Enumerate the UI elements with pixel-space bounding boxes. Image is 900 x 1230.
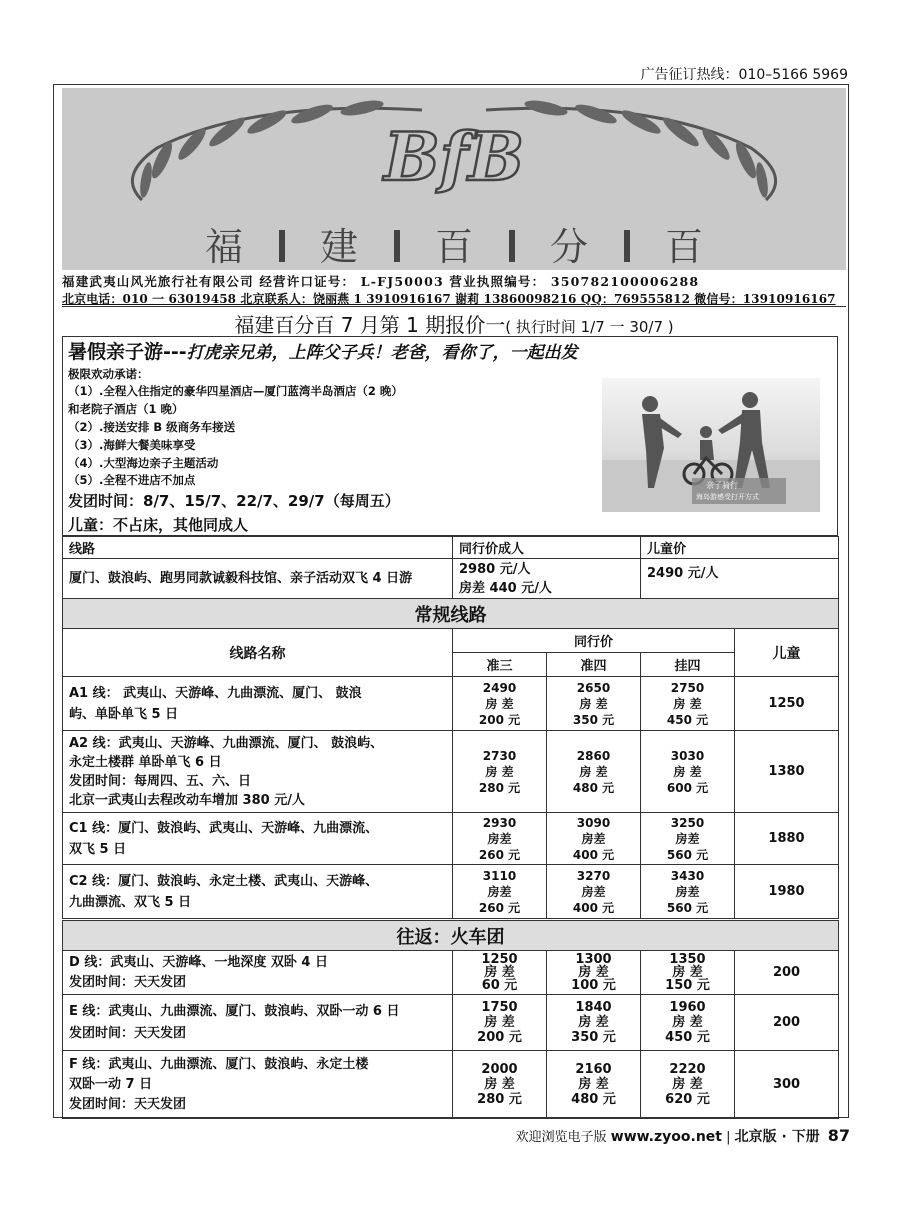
route-line: E 线：武夷山、九曲漂流、厦门、鼓浪屿、双卧一动 6 日 xyxy=(69,1003,400,1019)
photo-caption: 海岛游感受打开方式 xyxy=(696,493,759,501)
room-diff: 450 元 xyxy=(665,1030,710,1045)
route-line: C1 线：厦门、鼓浪屿、武夷山、天游峰、九曲漂流、 xyxy=(69,820,379,836)
route-cell xyxy=(63,1051,453,1119)
route-cell xyxy=(63,951,453,995)
promo-child-policy: 儿童：不占床，其他同成人 xyxy=(68,516,249,534)
price-cell xyxy=(453,865,547,919)
table-row xyxy=(63,677,839,731)
edition-label: 北京版 · 下册 xyxy=(734,1129,820,1145)
room-diff: 200 元 xyxy=(477,1030,522,1045)
table-row xyxy=(63,1051,839,1119)
price-cell xyxy=(547,1051,641,1119)
room-diff: 400 元 xyxy=(572,900,615,915)
room-diff: 450 元 xyxy=(666,712,709,727)
room-diff-label: 房 差 xyxy=(672,1015,703,1030)
promise-label: 极限欢动承诺： xyxy=(68,367,149,381)
logo-mark: BfB xyxy=(384,118,524,196)
room-diff: 260 元 xyxy=(478,900,521,915)
col-header: 线路名称 xyxy=(63,629,453,677)
footer-welcome: 欢迎浏览电子版 xyxy=(515,1130,607,1145)
room-diff: 480 元 xyxy=(571,1092,616,1107)
room-diff: 350 元 xyxy=(572,712,615,727)
route-line: C2 线：厦门、鼓浪屿、永定土楼、武夷山、天游峰、 xyxy=(69,873,379,889)
col-header: 挂四 xyxy=(641,653,735,677)
route-cell xyxy=(63,677,453,731)
route-line: 发团时间：天天发团 xyxy=(69,1025,187,1041)
col-header: 准四 xyxy=(547,653,641,677)
room-diff-label: 房 差 xyxy=(484,965,515,980)
child-price: 2490 元/人 xyxy=(641,559,839,599)
promo-title: 暑假亲子游--- xyxy=(68,341,187,363)
price-cell xyxy=(547,995,641,1051)
room-diff-label: 房差 xyxy=(487,831,512,846)
ad-hotline: 广告征订热线：010–5166 5969 xyxy=(640,67,848,83)
train-routes-table xyxy=(62,920,839,1119)
logo-char: 百 xyxy=(664,225,704,269)
price: 3430 xyxy=(670,868,705,883)
price-cell xyxy=(547,951,641,995)
adult-room-diff: 房差 440 元/人 xyxy=(459,580,552,596)
price-cell xyxy=(641,1051,735,1119)
route-cell xyxy=(63,865,453,919)
room-diff: 560 元 xyxy=(666,847,709,862)
col-header: 同行价 xyxy=(453,629,735,653)
col-header: 线路 xyxy=(63,537,453,559)
price: 2730 xyxy=(482,748,517,763)
price: 1750 xyxy=(481,1000,518,1015)
table-row xyxy=(63,559,839,599)
room-diff: 200 元 xyxy=(478,712,521,727)
promo-depart-dates: 发团时间：8/7、15/7、22/7、29/7（每周五） xyxy=(68,492,400,510)
price-cell xyxy=(641,951,735,995)
promise-item: （2）.接送安排 B 级商务车接送 xyxy=(68,420,236,434)
price-cell xyxy=(641,813,735,865)
room-diff-label: 房差 xyxy=(581,884,606,899)
table-row xyxy=(63,995,839,1051)
logo-char: 福 xyxy=(204,225,244,269)
route-line: 屿、单卧单飞 5 日 xyxy=(69,706,179,722)
room-diff-label: 房差 xyxy=(675,831,700,846)
room-diff-label: 房 差 xyxy=(672,1077,703,1092)
route-line: D 线：武夷山、天游峰、一地深度 双卧 4 日 xyxy=(69,954,328,970)
price-cell xyxy=(547,731,641,813)
route-line: A1 线： 武夷山、天游峰、九曲漂流、厦门、 鼓浪 xyxy=(69,685,362,701)
promise-item: （5）.全程不进店不加点 xyxy=(68,473,196,487)
price: 2490 xyxy=(482,680,517,695)
section-title: 往返：火车团 xyxy=(63,921,839,951)
route-line: 发团时间：天天发团 xyxy=(69,974,187,990)
route-cell xyxy=(63,995,453,1051)
table-row xyxy=(63,951,839,995)
room-diff: 400 元 xyxy=(572,847,615,862)
price-cell xyxy=(453,1051,547,1119)
price: 2650 xyxy=(576,680,611,695)
price-cell xyxy=(641,995,735,1051)
room-diff-label: 房 差 xyxy=(485,696,514,711)
price-cell xyxy=(547,865,641,919)
room-diff-label: 房 差 xyxy=(484,1077,515,1092)
col-header: 儿童 xyxy=(735,629,839,677)
col-header: 同行价成人 xyxy=(453,537,641,559)
table-header-row xyxy=(63,629,839,653)
room-diff: 620 元 xyxy=(665,1092,710,1107)
room-diff: 150 元 xyxy=(665,978,710,993)
room-diff: 600 元 xyxy=(666,780,709,795)
logo-char: 百 xyxy=(434,225,474,269)
table-row xyxy=(63,813,839,865)
price-cell xyxy=(547,813,641,865)
route-line: 发团时间：天天发团 xyxy=(69,1096,187,1112)
route-line: 双卧一动 7 日 xyxy=(69,1076,153,1092)
room-diff-label: 房 差 xyxy=(578,965,609,980)
price-cell xyxy=(641,677,735,731)
room-diff-label: 房 差 xyxy=(673,764,702,779)
route-line: 九曲漂流、双飞 5 日 xyxy=(69,894,192,910)
price: 2000 xyxy=(481,1062,518,1077)
room-diff-label: 房差 xyxy=(581,831,606,846)
page-number: 87 xyxy=(827,1126,850,1145)
room-diff: 60 元 xyxy=(481,978,518,993)
photo-caption: 亲子骑行 xyxy=(706,481,738,490)
promo-price-table xyxy=(62,536,839,599)
laurel-wreath-icon xyxy=(62,88,846,270)
title-period: ( 执行时间 1/7 一 30/7 ) xyxy=(505,318,674,336)
section-title: 常规线路 xyxy=(63,599,839,629)
room-diff: 350 元 xyxy=(571,1030,616,1045)
price-cell xyxy=(453,677,547,731)
price: 2160 xyxy=(575,1062,612,1077)
route-cell xyxy=(63,731,453,813)
room-diff-label: 房 差 xyxy=(578,1015,609,1030)
table-header-row xyxy=(63,537,839,559)
room-diff-label: 房 差 xyxy=(578,1077,609,1092)
price-cell xyxy=(547,677,641,731)
room-diff-label: 房 差 xyxy=(673,696,702,711)
price-cell xyxy=(641,731,735,813)
child-price: 200 xyxy=(735,995,839,1051)
logo-char: 分 xyxy=(549,225,589,269)
price: 3250 xyxy=(670,815,705,830)
room-diff: 480 元 xyxy=(572,780,615,795)
page-title xyxy=(62,309,846,338)
price: 1350 xyxy=(669,952,706,967)
route-line: F 线：武夷山、九曲漂流、厦门、鼓浪屿、永定土楼 xyxy=(69,1056,369,1072)
route-line: A2 线：武夷山、天游峰、九曲漂流、厦门、 鼓浪屿、 xyxy=(69,735,384,751)
room-diff-label: 房差 xyxy=(487,884,512,899)
price: 3030 xyxy=(670,748,705,763)
room-diff-label: 房 差 xyxy=(672,965,703,980)
company-license-line: 福建武夷山风光旅行社有限公司 经营许口证号： L-FJ50003 营业执照编号： 350782100006288 xyxy=(62,274,700,289)
col-header: 儿童价 xyxy=(641,537,839,559)
route-cell: 厦门、鼓浪屿、跑男同款诚毅科技馆、亲子活动双飞 4 日游 xyxy=(63,559,453,599)
price: 3090 xyxy=(576,815,611,830)
route-line: 北京一武夷山去程改动车增加 380 元/人 xyxy=(69,792,305,808)
room-diff: 280 元 xyxy=(478,780,521,795)
child-price: 1250 xyxy=(735,677,839,731)
price: 1960 xyxy=(669,1000,706,1015)
price-cell xyxy=(453,813,547,865)
room-diff-label: 房 差 xyxy=(579,764,608,779)
room-diff: 260 元 xyxy=(478,847,521,862)
room-diff-label: 房 差 xyxy=(485,764,514,779)
title-main: 福建百分百 7 月第 1 期报价一 xyxy=(234,313,506,337)
room-diff-label: 房 差 xyxy=(484,1015,515,1030)
col-header: 准三 xyxy=(453,653,547,677)
price: 3110 xyxy=(482,868,517,883)
price: 3270 xyxy=(576,868,611,883)
promo-heading xyxy=(68,337,578,364)
price: 1840 xyxy=(575,1000,612,1015)
route-line: 双飞 5 日 xyxy=(69,841,127,857)
logo-banner xyxy=(62,88,846,270)
promise-item: （3）.海鲜大餐美味享受 xyxy=(68,438,196,452)
adult-price-cell xyxy=(453,559,641,599)
route-line: 永定土楼群 单卧单飞 6 日 xyxy=(69,754,222,770)
table-row xyxy=(63,865,839,919)
price: 1250 xyxy=(481,952,518,967)
price-cell xyxy=(453,951,547,995)
price: 2220 xyxy=(669,1062,706,1077)
room-diff-label: 房差 xyxy=(675,884,700,899)
child-price: 1880 xyxy=(735,813,839,865)
logo-char: 建 xyxy=(319,225,359,269)
child-price: 1380 xyxy=(735,731,839,813)
site-link[interactable]: www.zyoo.net xyxy=(610,1129,722,1145)
room-diff: 280 元 xyxy=(477,1092,522,1107)
price-cell xyxy=(453,731,547,813)
room-diff: 560 元 xyxy=(666,900,709,915)
table-row xyxy=(63,731,839,813)
price: 1300 xyxy=(575,952,612,967)
regular-routes-table xyxy=(62,598,839,919)
room-diff: 100 元 xyxy=(571,978,616,993)
adult-price: 2980 元/人 xyxy=(459,561,531,577)
price: 2860 xyxy=(576,748,611,763)
family-photo xyxy=(602,378,820,512)
contact-line: 北京电话：010 一 63019458 北京联系人：饶丽燕 1 3910916167 谢莉 13860098216 QQ：769555812 微信号：13910916167 xyxy=(62,292,836,306)
price-cell xyxy=(453,995,547,1051)
divider xyxy=(62,306,846,307)
promise-item: （1）.全程入住指定的豪华四星酒店—厦门蓝湾半岛酒店（2 晚） xyxy=(68,384,403,398)
child-price: 300 xyxy=(735,1051,839,1119)
room-diff-label: 房 差 xyxy=(579,696,608,711)
promo-slogan: 打虎亲兄弟，上阵父子兵！老爸，看你了，一起出发 xyxy=(186,343,578,363)
child-price: 200 xyxy=(735,951,839,995)
promise-item: （4）.大型海边亲子主题活动 xyxy=(68,456,219,470)
price: 2930 xyxy=(482,815,517,830)
promise-item: 和老院子酒店（1 晚） xyxy=(68,402,184,416)
price-cell xyxy=(641,865,735,919)
child-price: 1980 xyxy=(735,865,839,919)
route-cell xyxy=(63,813,453,865)
route-line: 发团时间：每周四、五、六、日 xyxy=(69,773,252,789)
price: 2750 xyxy=(670,680,705,695)
page-footer: 欢迎浏览电子版 www.zyoo.net | 北京版 · 下册 87 xyxy=(515,1126,850,1145)
